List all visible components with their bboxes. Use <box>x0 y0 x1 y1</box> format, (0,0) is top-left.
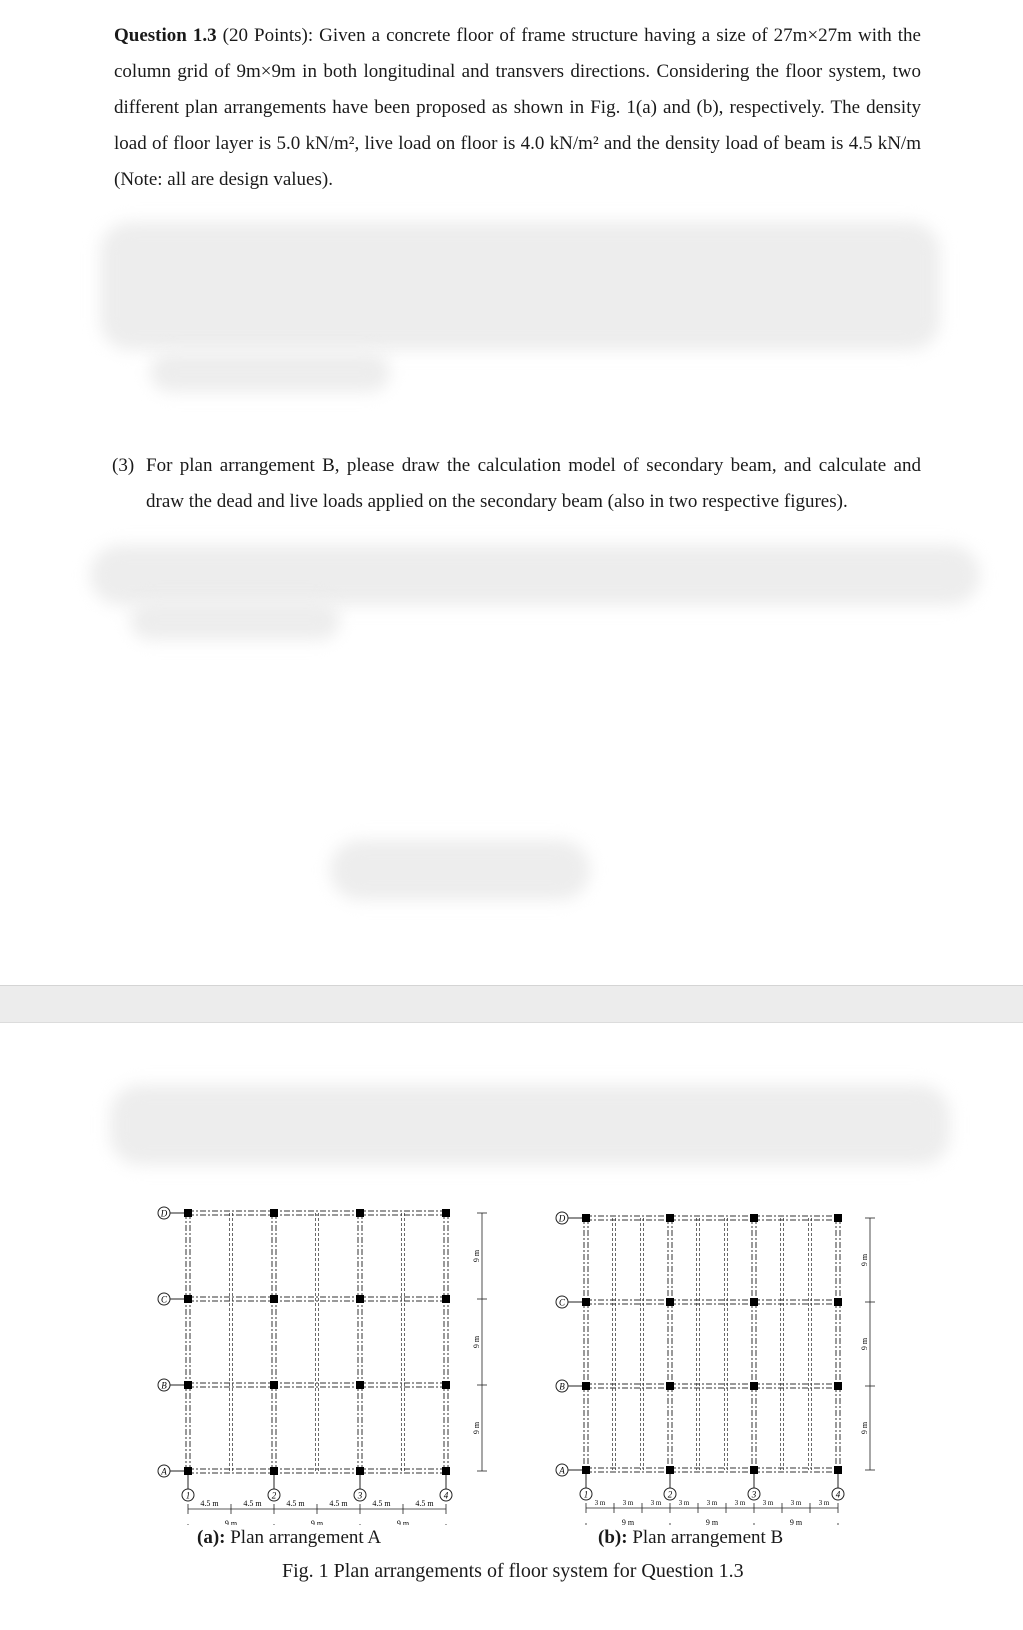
question-paragraph <box>114 18 921 198</box>
row-axis-label: B <box>161 1380 167 1391</box>
column <box>442 1295 450 1303</box>
side-dimension-label: 9 m <box>472 1249 481 1263</box>
column <box>270 1381 278 1389</box>
column <box>666 1214 674 1222</box>
column <box>270 1295 278 1303</box>
column-axis-label: 2 <box>667 1489 673 1500</box>
column-axis-label: 1 <box>583 1489 589 1500</box>
redacted-block-3 <box>90 545 980 605</box>
side-dimension-label: 9 m <box>860 1337 869 1351</box>
caption-b-text: Plan arrangement B <box>627 1527 784 1548</box>
caption-plan-a <box>197 1527 381 1549</box>
sub-dimension-label: 4.5 m <box>286 1499 305 1508</box>
column <box>750 1466 758 1474</box>
column <box>184 1209 192 1217</box>
column <box>750 1298 758 1306</box>
bay-dimension-label: 9 m <box>789 1518 803 1525</box>
question-label: Question 1.3 <box>114 25 217 46</box>
column <box>184 1295 192 1303</box>
sub-dimension-label: 4.5 m <box>372 1499 391 1508</box>
column <box>582 1382 590 1390</box>
column <box>834 1298 842 1306</box>
plan-arrangement-a <box>158 1207 487 1525</box>
redacted-block-1 <box>100 222 940 350</box>
column <box>270 1209 278 1217</box>
question-body: Given a concrete floor of frame structure having a size of 27m×27m with the column grid of 9m×9m in both longitudinal and transvers directions. Considering the floor system, two different plan arrangements have been proposed as shown in Fig. 1(a) and (b), respectively. The density load of floor layer is 5.0 kN/m², live load on floor is 4.0 kN/m² and the density load of beam is 4.5 kN/m (Note: all are design values). <box>114 25 921 190</box>
caption-plan-b <box>598 1527 783 1549</box>
column <box>582 1466 590 1474</box>
side-dimension-label: 9 m <box>472 1421 481 1435</box>
side-dimension-label: 9 m <box>860 1253 869 1267</box>
sub-dimension-label: 4.5 m <box>415 1499 434 1508</box>
redacted-block-4 <box>130 600 340 640</box>
sub-dimension-label: 4.5 m <box>200 1499 219 1508</box>
row-axis-label: A <box>161 1466 167 1477</box>
column <box>582 1214 590 1222</box>
column <box>442 1209 450 1217</box>
row-axis-label: D <box>160 1208 168 1219</box>
sub-dimension-label: 4.5 m <box>243 1499 262 1508</box>
caption-a-text: Plan arrangement A <box>225 1527 382 1548</box>
sub-dimension-label: 3 m <box>622 1499 634 1507</box>
column <box>442 1467 450 1475</box>
column <box>356 1467 364 1475</box>
bay-dimension-label: 9 m <box>705 1518 719 1525</box>
column <box>750 1382 758 1390</box>
row-axis-label: D <box>558 1213 566 1224</box>
column <box>834 1214 842 1222</box>
bay-dimension-label: 9 m <box>621 1518 635 1525</box>
row-axis-label: C <box>558 1297 566 1308</box>
part3-paragraph: For plan arrangement B, please draw the calculation model of secondary beam, and calculate and draw the dead and live loads applied on the secondary beam (also in two respective figures). <box>146 455 921 512</box>
column <box>666 1298 674 1306</box>
sub-dimension-label: 3 m <box>790 1499 802 1507</box>
sub-dimension-label: 3 m <box>678 1499 690 1507</box>
row-axis-label: B <box>559 1381 565 1392</box>
sub-dimension-label: 3 m <box>650 1499 662 1507</box>
column <box>582 1298 590 1306</box>
column-axis-label: 4 <box>443 1490 449 1501</box>
side-dimension-label: 9 m <box>472 1335 481 1349</box>
sub-dimension-label: 3 m <box>818 1499 830 1507</box>
column <box>834 1382 842 1390</box>
figure-caption: Fig. 1 Plan arrangements of floor system for Question 1.3 <box>282 1560 744 1582</box>
column-axis-label: 3 <box>751 1489 757 1500</box>
column <box>666 1382 674 1390</box>
bay-dimension-label: 9 m <box>396 1519 410 1525</box>
row-axis-label: A <box>559 1465 565 1476</box>
column <box>356 1209 364 1217</box>
sub-dimension-label: 3 m <box>762 1499 774 1507</box>
column <box>750 1214 758 1222</box>
side-dimension-label: 9 m <box>860 1421 869 1435</box>
sub-dimension-label: 3 m <box>706 1499 718 1507</box>
column <box>356 1295 364 1303</box>
sub-dimension-label: 3 m <box>594 1499 606 1507</box>
sub-dimension-label: 4.5 m <box>329 1499 348 1508</box>
column <box>270 1467 278 1475</box>
column <box>834 1466 842 1474</box>
column-axis-label: 2 <box>271 1490 277 1501</box>
part3-label: (3) <box>112 455 135 476</box>
column-axis-label: 3 <box>357 1490 363 1501</box>
column <box>442 1381 450 1389</box>
caption-b-label: (b): <box>598 1527 628 1548</box>
caption-a-label: (a): <box>197 1527 226 1548</box>
question-points: (20 Points): <box>216 25 320 46</box>
redacted-block-5 <box>330 840 590 900</box>
row-axis-label: C <box>160 1294 168 1305</box>
figure-plans <box>0 1195 1023 1525</box>
column <box>356 1381 364 1389</box>
redacted-block-2 <box>150 352 390 392</box>
column-axis-label: 4 <box>835 1489 841 1500</box>
column <box>184 1467 192 1475</box>
sub-dimension-label: 3 m <box>734 1499 746 1507</box>
column <box>666 1466 674 1474</box>
bay-dimension-label: 9 m <box>310 1519 324 1525</box>
plan-arrangement-b <box>556 1212 875 1525</box>
redacted-block-6 <box>110 1085 950 1165</box>
column <box>184 1381 192 1389</box>
bay-dimension-label: 9 m <box>224 1519 238 1525</box>
page-divider <box>0 985 1023 1023</box>
column-axis-label: 1 <box>185 1490 191 1501</box>
